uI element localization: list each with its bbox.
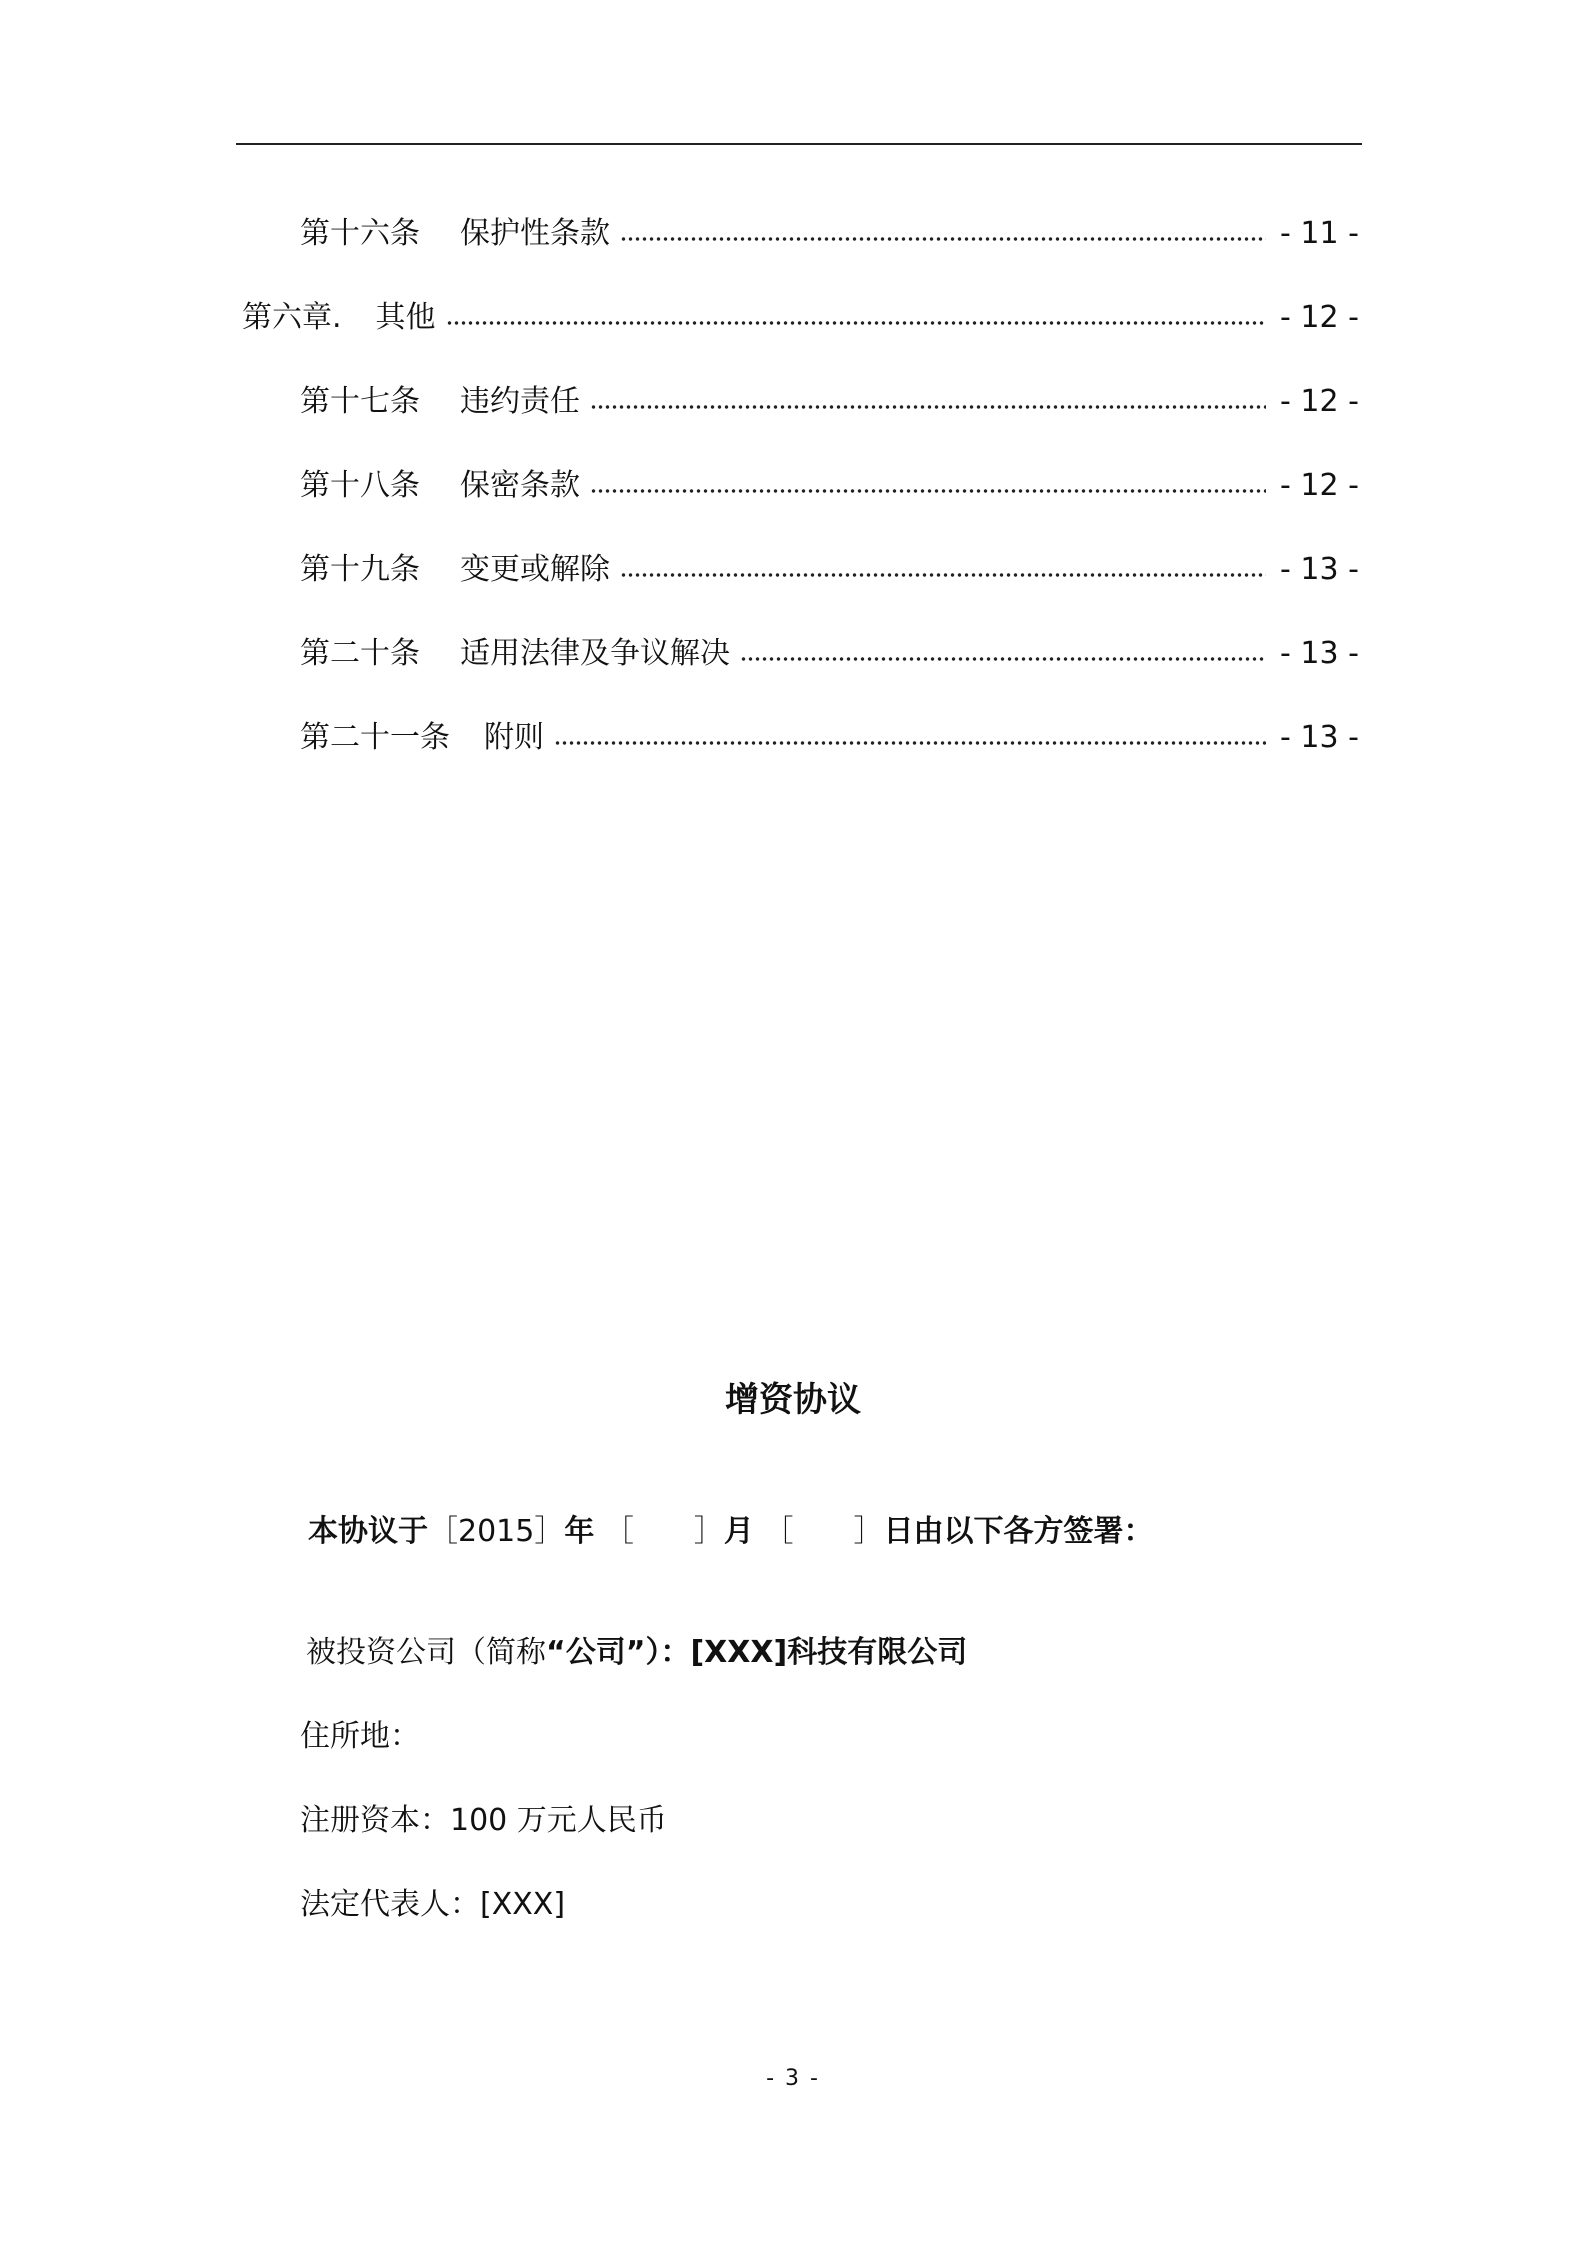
toc-dot-leader xyxy=(590,402,1266,412)
toc-dot-leader xyxy=(620,570,1266,580)
signing-month-unit: 月 xyxy=(723,1514,754,1549)
toc-entry-number: 第十七条 xyxy=(300,384,420,419)
legal-representative-line: 法定代表人：[XXX] xyxy=(300,1887,566,1922)
toc-entry-title: 其他 xyxy=(375,300,436,335)
toc-entry-number: 第二十一条 xyxy=(300,720,450,755)
toc-entry-article-16[interactable] xyxy=(300,212,1359,256)
company-name: [XXX]科技有限公司 xyxy=(690,1635,968,1670)
toc-entry-title: 变更或解除 xyxy=(460,552,610,587)
toc-entry-number: 第十九条 xyxy=(300,552,420,587)
page-number: - 3 - xyxy=(766,2066,820,2091)
toc-entry-page: - 13 - xyxy=(1280,720,1359,755)
signing-year-unit: 年 xyxy=(564,1514,595,1549)
toc-entry-number: 第十八条 xyxy=(300,468,420,503)
signing-year: ［2015］ xyxy=(428,1514,565,1549)
company-label-intro: 被投资公司（简称 xyxy=(306,1635,546,1670)
toc-entry-page: - 13 - xyxy=(1280,552,1359,587)
address-line: 住所地： xyxy=(300,1719,420,1754)
signing-day: ［ ］ xyxy=(763,1514,884,1549)
toc-entry-chapter-6[interactable] xyxy=(242,296,1359,340)
registered-capital-line: 注册资本：100 万元人民币 xyxy=(300,1803,667,1838)
signing-date-line xyxy=(308,1510,1153,1554)
toc-dot-leader xyxy=(590,486,1266,496)
company-short-name: “公司” xyxy=(546,1635,646,1670)
toc-entry-article-20[interactable] xyxy=(300,632,1359,676)
header-rule xyxy=(236,143,1362,145)
document-title: 增资协议 xyxy=(725,1380,861,1420)
toc-entry-number: 第二十条 xyxy=(300,636,420,671)
toc-dot-leader xyxy=(446,318,1266,328)
signing-month: ［ ］ xyxy=(603,1514,724,1549)
toc-entry-page: - 12 - xyxy=(1280,384,1359,419)
toc-entry-title: 适用法律及争议解决 xyxy=(460,636,730,671)
toc-entry-title: 保护性条款 xyxy=(460,216,610,251)
toc-entry-page: - 11 - xyxy=(1280,216,1359,251)
company-line xyxy=(306,1631,967,1675)
toc-entry-page: - 12 - xyxy=(1280,468,1359,503)
toc-entry-page: - 13 - xyxy=(1280,636,1359,671)
toc-dot-leader xyxy=(740,654,1266,664)
company-label-end: ）： xyxy=(645,1635,691,1670)
toc-entry-title: 违约责任 xyxy=(460,384,580,419)
signing-suffix: 日由以下各方签署： xyxy=(883,1514,1154,1549)
toc-entry-page: - 12 - xyxy=(1280,300,1359,335)
toc-dot-leader xyxy=(620,234,1266,244)
toc-entry-article-19[interactable] xyxy=(300,548,1359,592)
toc-entry-number: 第十六条 xyxy=(300,216,420,251)
toc-entry-title: 保密条款 xyxy=(460,468,580,503)
toc-entry-article-17[interactable] xyxy=(300,380,1359,424)
signing-prefix: 本协议于 xyxy=(308,1514,428,1549)
toc-entry-article-18[interactable] xyxy=(300,464,1359,508)
toc-entry-number: 第六章. xyxy=(242,300,342,335)
toc-entry-title: 附则 xyxy=(484,720,544,755)
toc-entry-article-21[interactable] xyxy=(300,716,1359,760)
toc-dot-leader xyxy=(554,738,1266,748)
